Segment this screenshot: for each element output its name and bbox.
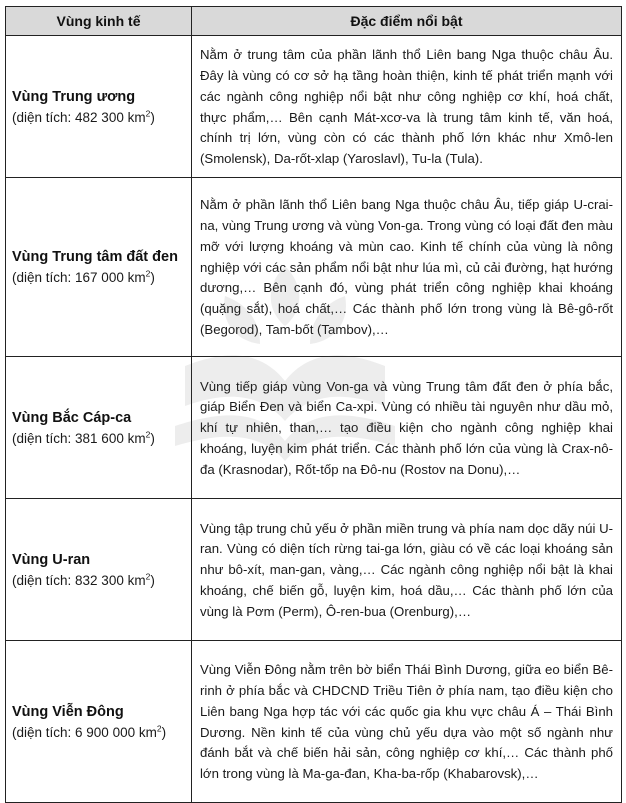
- region-area: (diện tích: 482 300 $km^2$): [12, 108, 155, 125]
- region-cell: [6, 499, 192, 641]
- region-description: Vùng Viễn Đông nằm trên bờ biển Thái Bình Dương, giữa eo biển Bê-rinh ở phía bắc và CHDCND Triều Tiên ở phía nam, tạo điều kiện cho Liên bang Nga hợp tác với các quốc gia khu vực châu Á – Thái Bình Dương. Nền kinh tế của vùng chủ yếu dựa vào một số ngành như đánh bắt và chế biến hải sản, công nghiệp cơ khí,… Các thành phố lớn trong vùng là Ma-ga-đan, Kha-ba-rốp (Khabarovsk),…: [192, 641, 622, 803]
- document-page: [5, 6, 621, 803]
- region-area: (diện tích: 832 300 $km^2$): [12, 571, 155, 588]
- region-cell: [6, 641, 192, 803]
- header-features: Đặc điểm nổi bật: [192, 7, 622, 36]
- region-cell: [6, 357, 192, 499]
- region-name: Vùng Bắc Cáp-ca: [12, 409, 132, 426]
- table-row: [6, 357, 622, 499]
- table-row: [6, 36, 622, 178]
- region-name: Vùng Trung ương: [12, 88, 136, 105]
- region-cell: [6, 36, 192, 178]
- region-description: Nằm ở phần lãnh thổ Liên bang Nga thuộc châu Âu, tiếp giáp U-crai-na, vùng Trung ương và vùng Von-ga. Trong vùng có loại đất đen màu mỡ với lượng khoáng và mùn cao. Kinh tế chính của vùng là nông nghiệp với các sản phẩm nổi bật như lúa mì, củ cải đường, hạt hướng dương,… Bên cạnh đó, vùng phát triển công nghiệp khai khoáng (quặng sắt), hoá chất,… Các thành phố lớn trong vùng là Bê-gô-rốt (Begorod), Tam-bốt (Tambov),…: [192, 178, 622, 357]
- region-cell: [6, 178, 192, 357]
- economic-regions-table: [5, 6, 622, 803]
- region-description: Vùng tiếp giáp vùng Von-ga và vùng Trung tâm đất đen ở phía bắc, giáp Biển Đen và biển Ca-xpi. Vùng có nhiều tài nguyên như dầu mỏ, khí tự nhiên, than,… tạo điều kiện cho ngành công nghiệp khai khoáng, luyện kim phát triển. Các thành phố lớn của vùng là Crax-nô-đa (Krasnodar), Rốt-tốp na Đô-nu (Rostov na Donu),…: [192, 357, 622, 499]
- table-row: [6, 178, 622, 357]
- header-region: Vùng kinh tế: [6, 7, 192, 36]
- region-area: (diện tích: 381 600 $km^2$): [12, 429, 155, 446]
- region-area: (diện tích: 6 900 000 $km^2$): [12, 723, 167, 740]
- table-header-row: [6, 7, 622, 36]
- table-row: [6, 641, 622, 803]
- table-row: [6, 499, 622, 641]
- region-description: Vùng tập trung chủ yếu ở phần miền trung và phía nam dọc dãy núi U-ran. Vùng có diện tích rừng tai-ga lớn, giàu có về các loại khoáng sản như bô-xít, man-gan, vàng,… Các ngành công nghiệp nổi bật là khai khoáng, chế biến gỗ, luyện kim, hoá dầu,… Các thành phố lớn của vùng là Pơm (Perm), Ô-ren-bua (Orenburg),…: [192, 499, 622, 641]
- region-name: Vùng Trung tâm đất đen: [12, 249, 178, 265]
- region-area: (diện tích: 167 000 $km^2$): [12, 268, 155, 285]
- region-description: Nằm ở trung tâm của phần lãnh thổ Liên bang Nga thuộc châu Âu. Đây là vùng có cơ sở hạ tầng hoàn thiện, kinh tế phát triển mạnh với các ngành công nghiệp nổi bật như công nghiệp cơ khí, hoá chất, thực phẩm,… Bên cạnh Mát-xcơ-va là trung tâm kinh tế, văn hoá, chính trị lớn, vùng còn có các thành phố lớn khác như Xmô-len (Smolensk), Da-rốt-xlap (Yaroslavl), Tu-la (Tula).: [192, 36, 622, 178]
- region-name: Vùng U-ran: [12, 551, 91, 568]
- region-name: Vùng Viễn Đông: [12, 703, 124, 720]
